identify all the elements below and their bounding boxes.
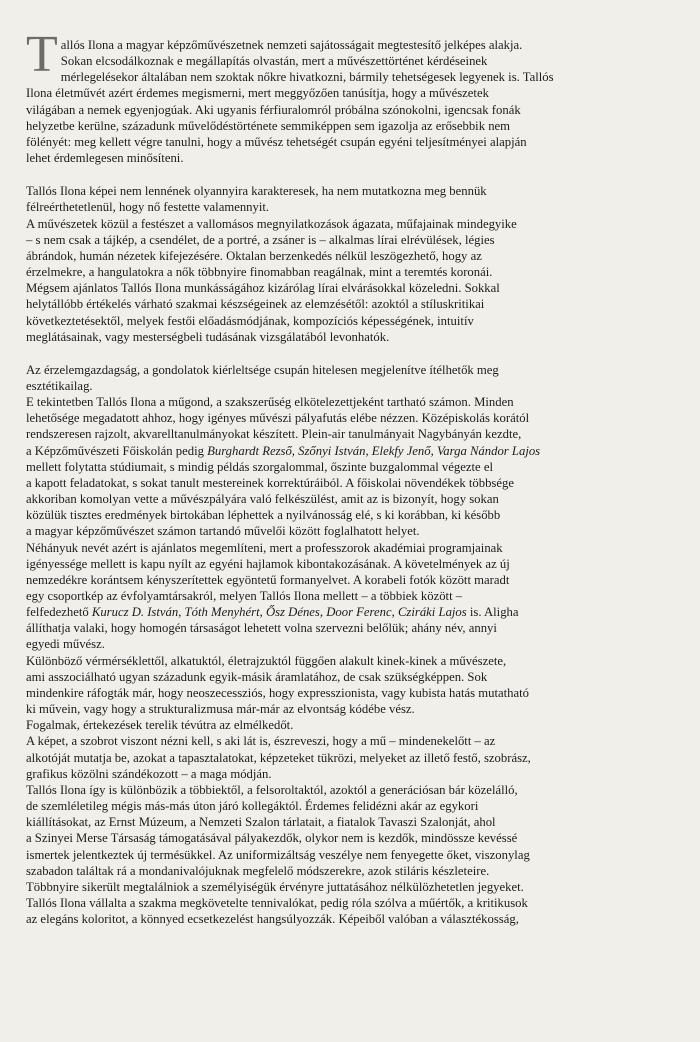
text-line: fölényét: meg kellett végre tanulni, hogy a művész tehetségét csupán egyéni teljesítményei alapján (26, 134, 527, 149)
text-line: a kapott feladatokat, s sokat tanult mestereinek korrektúráiból. A főiskolai növendékek többsége (26, 475, 514, 490)
text-line: Mégsem ajánlatos Tallós Ilona munkásságához kizárólag lírai elvárásokkal közeledni. Sokkal (26, 281, 500, 296)
text-line: Tallós Ilona képei nem lennének olyannyira karakteresek, ha nem mutatkozna meg bennük (26, 184, 487, 199)
text-line (26, 443, 672, 459)
text-line: érzelmekre, a hangulatokra a nők többnyire finomabban reagálnak, mint a teremtés koronái. (26, 265, 493, 280)
text-line: mérlegelésekor általában nem szoktak nőkre hivatkozni, bármily tehetségesek legyenek is. Tallós (60, 70, 554, 85)
text-line: A képet, a szobrot viszont nézni kell, s aki lát is, észreveszi, hogy a mű – mindenekelőtt – az (26, 734, 496, 749)
text-line: világában a nemek egyenjogúak. Aki ugyanis férfiuralomról próbálna szónokolni, igencsak fonák (26, 102, 521, 117)
text-line: a magyar képzőművészet számon tartandó művelői között foglalhatott helyet. (26, 524, 420, 539)
text-line: E tekintetben Tallós Ilona a műgond, a szakszerűség elkötelezettjeként tartható számon. Minden (26, 395, 514, 410)
text-line: ismertek jelentkeztek új termésükkel. Az uniformizáltság veszélye nem fenyegette őket, viszonylag (26, 847, 530, 862)
text-line: az elegáns koloritot, a könnyed ecsetkezelést hangsúlyozzák. Képeiből valóban a választékosság, (26, 912, 519, 927)
text-line: esztétikailag. (26, 378, 93, 393)
text-line: Néhányuk nevét azért is ajánlatos megemlíteni, mert a professzorok akadémiai programjainak (26, 540, 503, 555)
text-line: A művészetek közül a festészet a vallomásos megnyilatkozások ágazata, műfajainak mindegyike (26, 216, 517, 231)
text-line: Sokan elcsodálkoznak e megállapítás olvastán, mert a művészettörténet kérdéseinek (60, 54, 488, 69)
text-line: állíthatja valaki, hogy homogén társaságot lehetett volna szervezni belőlük; ahány név, annyi (26, 621, 497, 636)
paragraph-lyrical (26, 183, 672, 345)
text-line: Tallós Ilona így is különbözik a többiektől, a felsoroltaktól, azoktól a generációsan bár közelálló, (26, 782, 518, 797)
text-line: félreérthetetlenül, hogy nő festette valamennyit. (26, 200, 270, 215)
text-line: – s nem csak a tájkép, a csendélet, de a portré, a zsáner is – alkalmas lírai elrévülések, légies (26, 232, 495, 247)
text-line: rendszeresen rajzolt, akvarelltanulmányokat készített. Plein-air tanulmányait Nagybányán kezdte, (26, 427, 522, 442)
text-line: mellett folytatta stúdiumait, s mindig példás szorgalommal, őszinte buzgalommal végezte el (26, 459, 493, 474)
text-line: lehet érdemlegesen minősíteni. (26, 151, 184, 166)
text-line: grafikus közölni szándékozott – a maga módján. (26, 766, 272, 781)
italic-names: Kurucz D. István, Tóth Menyhért, Ősz Dénes, Door Ferenc, Cziráki Lajos (91, 605, 467, 620)
text-line: Ilona életművét azért érdemes megismerni, mert meggyőzően tanúsítja, hogy a művészetek (26, 86, 489, 101)
text-line: Az érzelemgazdagság, a gondolatok kiérleltsége csupán hitelesen megjelenítve ítélhetők meg (26, 362, 499, 377)
text-line: egyedi művész. (26, 637, 105, 652)
text-line: ki művein, vagy hogy a strukturalizmusa már-már az elvontság kódébe vész. (26, 702, 415, 717)
text-line: Többnyire sikerült megtalálniok a személyiségük érvényre juttatásához nélkülözhetetlen jegyeket. (26, 879, 524, 894)
text-line: allós Ilona a magyar képzőművészetnek nemzeti sajátosságait megtestesítő jelképes alakja. (60, 38, 523, 52)
text-line: következtetésektől, melyek festői előadásmódjának, kompozíciós képességének, intuitív (26, 313, 474, 328)
text-line: lehetősége megadatott ahhoz, hogy igényes művészi pályafutás elébe nézzen. Középiskolás korától (26, 411, 530, 426)
paragraph-career (26, 362, 672, 927)
text-line: a Szinyei Merse Társaság támogatásával pályakezdők, olykor nem is kezdők, mindössze kevéssé (26, 831, 518, 846)
text-line: nemzedékre korántsem kényszerítettek egyöntetű formanyelvet. A korabeli fotók között maradt (26, 572, 510, 587)
text-line: Különböző vérmérséklettől, alkatuktól, életrajzuktól függően alakult kinek-kinek a művészete, (26, 653, 507, 668)
text-line (26, 604, 672, 620)
text-line: alkotóját mutatja be, azokat a tapasztalatokat, képzeteket tükrözi, melyeket az illető festő, szobrász, (26, 750, 531, 765)
paragraph-intro (26, 26, 672, 166)
text-line: ábrándok, humán nézetek kifejezésére. Oktalan berzenkedés nélkül leszögezhető, hogy az (26, 248, 482, 263)
text-line: szabadon találtak rá a mondanivalójuknak megfelelő módszerekre, azok stiláris készleteire. (26, 863, 490, 878)
text-line: helytállóbb értékelés várható szakmai készségeinek az elemzésétől: azoktól a stíluskritikai (26, 297, 485, 312)
text-fragment: is. Aligha (466, 605, 519, 620)
text-line: mindenkire ráfogták már, hogy neoszecessziós, hogy expresszionista, vagy kubista hatás mutatható (26, 685, 529, 700)
text-line: Fogalmak, értekezések terelik tévútra az elmélkedőt. (26, 718, 294, 733)
text-line: ami asszociálható ugyan századunk egyik-másik áramlatához, de csak szükségképpen. Sok (26, 669, 488, 684)
text-line: kiállításokat, az Ernst Múzeum, a Nemzeti Szalon tárlatait, a fiatalok Tavaszi Szalonját, ahol (26, 815, 496, 830)
text-line: Tallós Ilona vállalta a szakma megkövetelte tennivalókat, pedig róla szólva a műértők, a kritikusok (26, 895, 528, 910)
text-line: helyzetbe kerülne, századunk művelődéstörténete semmiképpen sem igazolja az erősebbik nem (26, 118, 511, 133)
text-line: közülük tisztes eredmények birtokában léphettek a nyilvánosság elé, s ki korábban, ki később (26, 508, 501, 523)
text-line: akkoriban komolyan vette a művészpályára való felkészülést, amit az is bizonyít, hogy sokan (26, 492, 499, 507)
text-fragment: felfedezhető (26, 605, 92, 620)
article-body (26, 26, 672, 927)
italic-names: Burghardt Rezső, Szőnyi István, Elekfy Jenő, Varga Nándor Lajos (207, 443, 541, 458)
text-line: meglátásainak, vagy mesterségbeli tudásának vizsgálatából levonhatók. (26, 329, 390, 344)
text-line: igényessége mellett is kapu nyílt az egyéni hajlamok kibontakozásának. A követelmények az új (26, 556, 510, 571)
drop-cap: T (26, 26, 58, 83)
text-line: de szemléletileg mégis más-más úton járó kollegáktól. Érdemes felidézni akár az egykori (26, 799, 479, 814)
text-fragment: a Képzőművészeti Főiskolán pedig (26, 443, 208, 458)
text-line: egy csoportkép az évfolyamtársakról, melyen Tallós Ilona mellett – a többiek között – (26, 589, 463, 603)
